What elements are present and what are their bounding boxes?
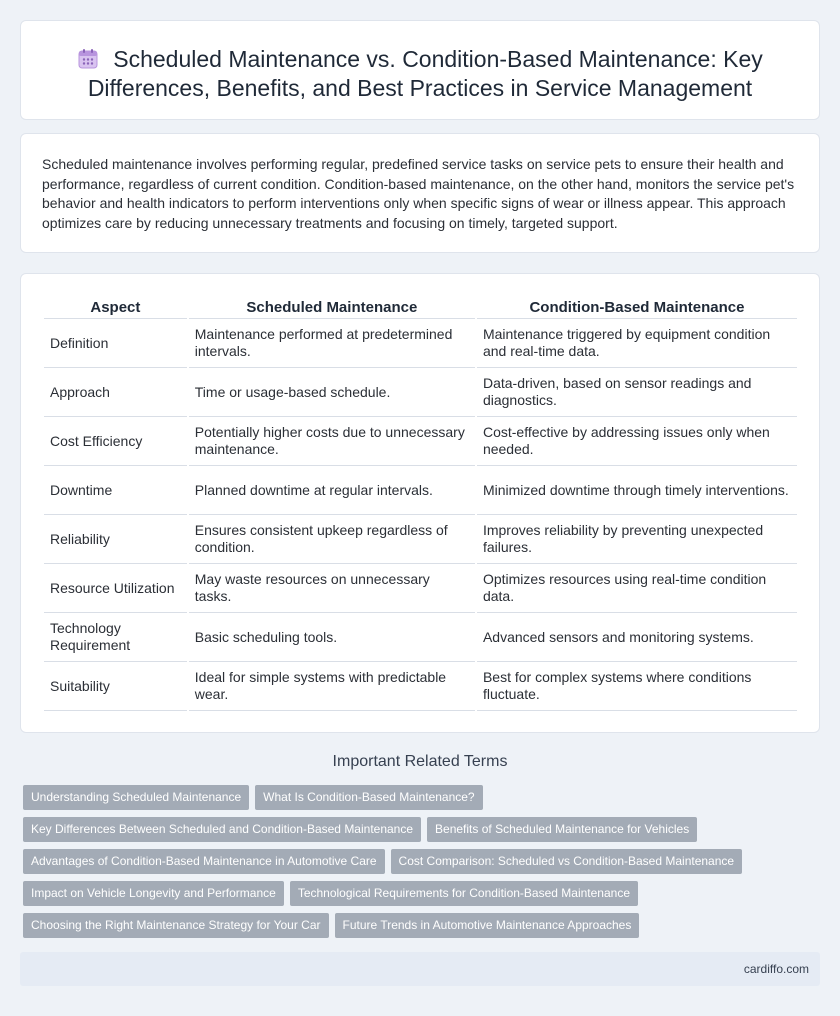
table-cell-scheduled: Time or usage-based schedule. <box>189 368 475 417</box>
table-cell-condition: Minimized downtime through timely interventions. <box>477 466 797 515</box>
calendar-icon <box>77 48 99 70</box>
tag-row <box>23 785 823 817</box>
related-term-tag[interactable]: Understanding Scheduled Maintenance <box>23 785 249 810</box>
related-term-tag[interactable]: Advantages of Condition-Based Maintenance in Automotive Care <box>23 849 385 874</box>
related-terms-heading: Important Related Terms <box>332 753 508 770</box>
tag-row <box>23 817 823 849</box>
related-term-tag[interactable]: Choosing the Right Maintenance Strategy for Your Car <box>23 913 329 938</box>
footer <box>20 952 820 986</box>
table-cell-aspect: Resource Utilization <box>44 564 187 613</box>
table-cell-aspect: Approach <box>44 368 187 417</box>
table-cell-aspect: Cost Efficiency <box>44 417 187 466</box>
related-terms-list <box>23 785 823 945</box>
table-cell-aspect: Suitability <box>44 662 187 711</box>
table-cell-scheduled: Ideal for simple systems with predictable wear. <box>189 662 475 711</box>
tag-row <box>23 913 823 945</box>
header-condition-based: Condition-Based Maintenance <box>477 295 797 319</box>
table-cell-scheduled: Planned downtime at regular intervals. <box>189 466 475 515</box>
table-cell-scheduled: Maintenance performed at predetermined intervals. <box>189 319 475 368</box>
table-cell-condition: Cost-effective by addressing issues only when needed. <box>477 417 797 466</box>
header-aspect: Aspect <box>44 295 187 319</box>
table-cell-condition: Optimizes resources using real-time condition data. <box>477 564 797 613</box>
table-row <box>44 613 797 662</box>
table-cell-aspect: Downtime <box>44 466 187 515</box>
table-row <box>44 417 797 466</box>
table-cell-scheduled: Potentially higher costs due to unnecessary maintenance. <box>189 417 475 466</box>
table-cell-aspect: Definition <box>44 319 187 368</box>
related-term-tag[interactable]: Future Trends in Automotive Maintenance Approaches <box>335 913 640 938</box>
comparison-table <box>42 295 799 711</box>
table-row <box>44 662 797 711</box>
table-cell-scheduled: Ensures consistent upkeep regardless of condition. <box>189 515 475 564</box>
intro-card <box>20 133 820 253</box>
intro-paragraph: Scheduled maintenance involves performing regular, predefined service tasks on service pets to ensure their health and performance, regardless of current condition. Condition-based maintenance, on the other hand, monitors the service pet's behavior and health indicators to perform interventions only when specific signs of wear or illness appear. This approach optimizes care by reducing unnecessary treatments and focusing on timely, targeted support. <box>42 156 795 231</box>
related-term-tag[interactable]: Cost Comparison: Scheduled vs Condition-Based Maintenance <box>391 849 743 874</box>
related-term-tag[interactable]: Impact on Vehicle Longevity and Performance <box>23 881 284 906</box>
table-cell-condition: Maintenance triggered by equipment condition and real-time data. <box>477 319 797 368</box>
header-scheduled: Scheduled Maintenance <box>189 295 475 319</box>
table-cell-scheduled: Basic scheduling tools. <box>189 613 475 662</box>
table-row <box>44 368 797 417</box>
table-cell-condition: Improves reliability by preventing unexpected failures. <box>477 515 797 564</box>
related-term-tag[interactable]: Technological Requirements for Condition-Based Maintenance <box>290 881 638 906</box>
table-cell-scheduled: May waste resources on unnecessary tasks. <box>189 564 475 613</box>
table-cell-condition: Best for complex systems where conditions fluctuate. <box>477 662 797 711</box>
page-title <box>51 45 789 103</box>
table-cell-condition: Data-driven, based on sensor readings and diagnostics. <box>477 368 797 417</box>
footer-site-link[interactable]: cardiffo.com <box>743 962 809 976</box>
tag-row <box>23 849 823 881</box>
table-row <box>44 466 797 515</box>
table-header-row <box>44 295 797 319</box>
related-term-tag[interactable]: What Is Condition-Based Maintenance? <box>255 785 482 810</box>
title-card <box>20 20 820 120</box>
related-term-tag[interactable]: Benefits of Scheduled Maintenance for Vehicles <box>427 817 697 842</box>
table-row <box>44 515 797 564</box>
tag-row <box>23 881 823 913</box>
related-term-tag[interactable]: Key Differences Between Scheduled and Condition-Based Maintenance <box>23 817 421 842</box>
table-cell-aspect: Technology Requirement <box>44 613 187 662</box>
comparison-card <box>20 273 820 733</box>
table-cell-aspect: Reliability <box>44 515 187 564</box>
table-row <box>44 319 797 368</box>
table-row <box>44 564 797 613</box>
page-title-text: Scheduled Maintenance vs. Condition-Based Maintenance: Key Differences, Benefits, and Best Practices in Service Management <box>87 46 763 101</box>
table-cell-condition: Advanced sensors and monitoring systems. <box>477 613 797 662</box>
